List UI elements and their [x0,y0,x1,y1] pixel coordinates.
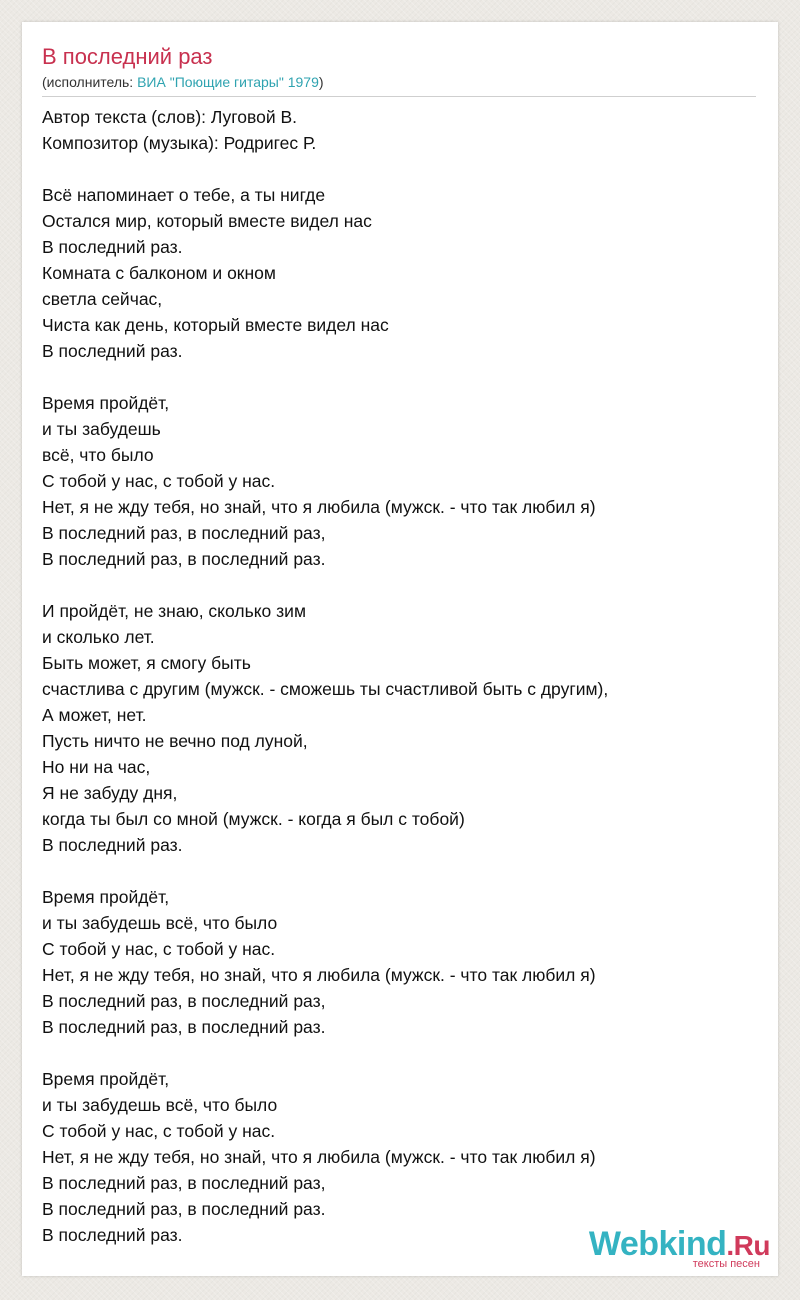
lyric-line: Нет, я не жду тебя, но знай, что я любила (мужск. - что так любил я) [42,497,596,517]
logo-tagline: тексты песен [692,1258,760,1270]
lyric-line: Пусть ничто не вечно под луной, [42,731,308,751]
lyric-line: В последний раз, в последний раз, [42,1173,326,1193]
lyric-line: В последний раз, в последний раз. [42,1199,326,1219]
lyric-line: Время пройдёт, [42,1069,170,1089]
lyric-line: В последний раз. [42,237,183,257]
lyric-line: В последний раз. [42,341,183,361]
lyric-line: светла сейчас, [42,289,163,309]
stanza-gap [42,572,762,598]
lyric-line: и ты забудешь всё, что было [42,913,278,933]
lyric-line: Время пройдёт, [42,393,170,413]
lyric-line: В последний раз, в последний раз, [42,523,326,543]
lyric-line: Нет, я не жду тебя, но знай, что я любила (мужск. - что так любил я) [42,1147,596,1167]
lyric-line: Автор текста (слов): Луговой В. [42,107,298,127]
lyric-line: В последний раз, в последний раз. [42,549,326,569]
lyric-line: В последний раз. [42,1225,183,1245]
song-title: В последний раз [42,44,213,69]
stanza-gap [42,1040,762,1066]
lyric-line: С тобой у нас, с тобой у нас. [42,1121,276,1141]
stanza-gap [42,156,762,182]
lyric-line: Быть может, я смогу быть [42,653,251,673]
lyric-line: В последний раз, в последний раз, [42,991,326,1011]
lyric-line: А может, нет. [42,705,147,725]
lyric-line: В последний раз, в последний раз. [42,1017,326,1037]
logo-brand: Webkind [588,1225,727,1263]
lyric-line: Но ни на час, [42,757,151,777]
lyric-line: счастлива с другим (мужск. - сможешь ты счастливой быть с другим), [42,679,609,699]
lyric-line: Композитор (музыка): Родригес Р. [42,133,317,153]
lyric-line: С тобой у нас, с тобой у нас. [42,471,276,491]
site-logo [588,1224,770,1270]
artist-suffix: ) [318,74,324,90]
logo-tld: .Ru [726,1230,770,1261]
lyric-line: Всё напоминает о тебе, а ты нигде [42,185,326,205]
lyric-line: В последний раз. [42,835,183,855]
lyric-line: Время пройдёт, [42,887,170,907]
lyrics-card [22,22,778,1276]
lyric-line: Остался мир, который вместе видел нас [42,211,372,231]
lyrics-text [42,104,762,1248]
lyric-line: всё, что было [42,445,154,465]
lyric-line: Нет, я не жду тебя, но знай, что я любила (мужск. - что так любил я) [42,965,596,985]
lyric-line: и сколько лет. [42,627,155,647]
stanza-gap [42,364,762,390]
release-year: 1979 [287,74,319,90]
lyric-line: когда ты был со мной (мужск. - когда я был с тобой) [42,809,465,829]
lyric-line: Я не забуду дня, [42,783,178,803]
lyric-line: И пройдёт, не знаю, сколько зим [42,601,306,621]
lyric-line: и ты забудешь всё, что было [42,1095,278,1115]
stanza-gap [42,858,762,884]
lyric-line: и ты забудешь [42,419,161,439]
artist-line [42,73,324,91]
title-divider [42,96,756,97]
lyric-line: Чиста как день, который вместе видел нас [42,315,389,335]
artist-link[interactable]: ВИА "Поющие гитары" [137,74,284,90]
lyric-line: Комната с балконом и окном [42,263,276,283]
artist-prefix: (исполнитель: [42,74,138,90]
lyric-line: С тобой у нас, с тобой у нас. [42,939,276,959]
